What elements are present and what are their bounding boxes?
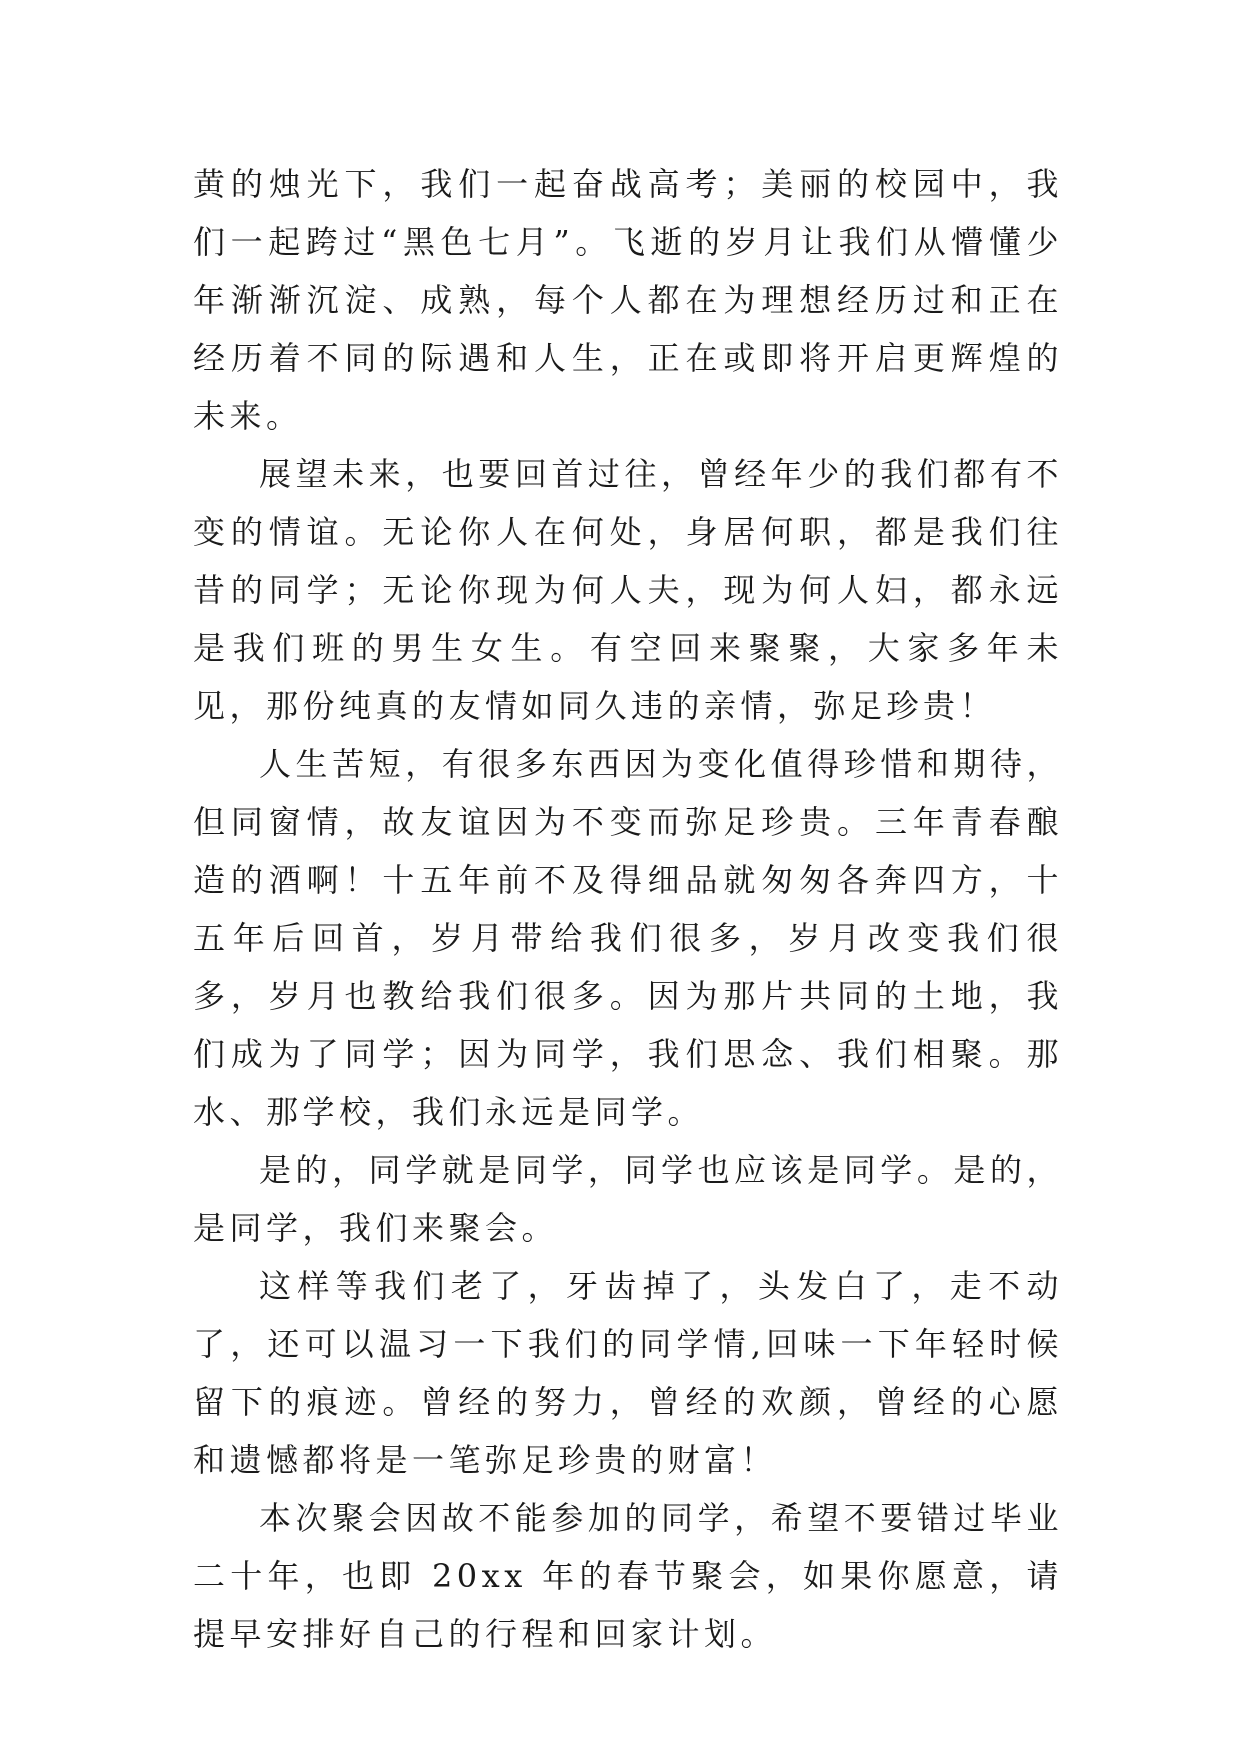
paragraph-6: 本次聚会因故不能参加的同学，希望不要错过毕业二十年，也即 20xx 年的春节聚会，如果你愿意，请提早安排好自己的行程和回家计划。 [193, 1499, 1063, 1653]
paragraph-2: 展望未来，也要回首过往，曾经年少的我们都有不变的情谊。无论你人在何处，身居何职，都是我们往昔的同学；无论你现为何人夫，现为何人妇，都永远是我们班的男生女生。有空回来聚聚，大家多年未见，那份纯真的友情如同久违的亲情，弥足珍贵！ [193, 455, 1063, 725]
paragraph-5: 这样等我们老了，牙齿掉了，头发白了，走不动了，还可以温习一下我们的同学情,回味一下年轻时候留下的痕迹。曾经的努力，曾经的欢颜，曾经的心愿和遗憾都将是一笔弥足珍贵的财富！ [193, 1267, 1063, 1479]
paragraph-1: 黄的烛光下，我们一起奋战高考；美丽的校园中，我们一起跨过“黑色七月”。飞逝的岁月让我们从懵懂少年渐渐沉淀、成熟，每个人都在为理想经历过和正在经历着不同的际遇和人生，正在或即将开启更辉煌的未来。 [193, 165, 1063, 435]
paragraph-4: 是的，同学就是同学，同学也应该是同学。是的，是同学，我们来聚会。 [193, 1151, 1063, 1247]
document-body [193, 155, 1063, 1663]
paragraph-3: 人生苦短，有很多东西因为变化值得珍惜和期待，但同窗情，故友谊因为不变而弥足珍贵。三年青春酿造的酒啊！十五年前不及得细品就匆匆各奔四方，十五年后回首，岁月带给我们很多，岁月改变我们很多，岁月也教给我们很多。因为那片共同的土地，我们成为了同学；因为同学，我们思念、我们相聚。那水、那学校，我们永远是同学。 [193, 745, 1063, 1131]
